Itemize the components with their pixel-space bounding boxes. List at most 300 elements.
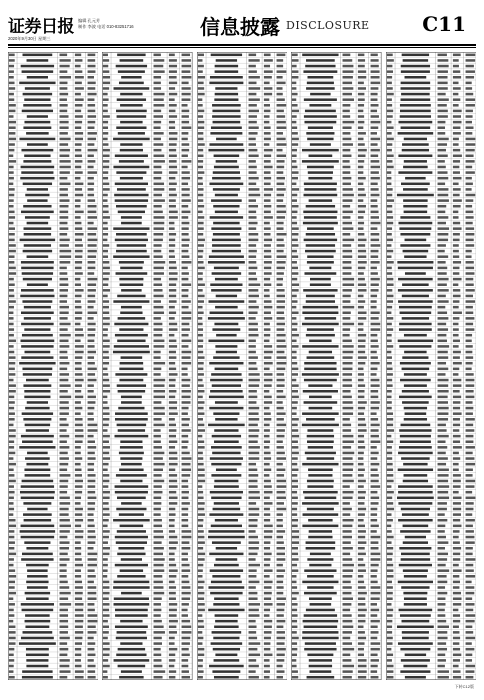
table-row — [8, 568, 98, 572]
table-row — [8, 372, 98, 376]
table-row — [8, 304, 98, 308]
table-row — [386, 164, 476, 168]
table-row — [291, 226, 381, 230]
table-row — [8, 545, 98, 549]
table-row — [197, 405, 287, 409]
table-row — [102, 316, 192, 320]
table-row — [102, 545, 192, 549]
table-row — [386, 663, 476, 667]
table-row — [386, 607, 476, 611]
table-row — [102, 136, 192, 140]
table-row — [102, 411, 192, 415]
table-row — [102, 534, 192, 538]
table-row — [291, 321, 381, 325]
table-row — [8, 203, 98, 207]
table-row — [102, 523, 192, 527]
table-row — [102, 517, 192, 521]
table-grid — [8, 52, 98, 680]
table-row — [386, 170, 476, 174]
table-row — [197, 545, 287, 549]
table-row — [386, 97, 476, 101]
table-row — [197, 147, 287, 151]
table-row — [197, 517, 287, 521]
table-row — [8, 658, 98, 662]
table-row — [8, 142, 98, 146]
table-row — [386, 557, 476, 561]
table-row — [102, 187, 192, 191]
table-row — [8, 663, 98, 667]
table-row — [386, 529, 476, 533]
table-row — [291, 630, 381, 634]
table-row — [197, 607, 287, 611]
table-row — [8, 164, 98, 168]
table-row — [102, 86, 192, 90]
table-row — [102, 624, 192, 628]
table-row — [197, 288, 287, 292]
table-row — [197, 360, 287, 364]
table-row — [291, 164, 381, 168]
table-row — [102, 80, 192, 84]
table-row — [102, 175, 192, 179]
table-row — [386, 86, 476, 90]
table-row — [8, 271, 98, 275]
table-row — [386, 136, 476, 140]
table-row — [197, 344, 287, 348]
table-row — [102, 585, 192, 589]
table-row — [197, 495, 287, 499]
section-title-en: DISCLOSURE — [286, 19, 370, 32]
table-row — [291, 523, 381, 527]
table-row — [386, 198, 476, 202]
table-row — [197, 142, 287, 146]
table-row — [386, 630, 476, 634]
table-row — [291, 293, 381, 297]
table-row — [291, 473, 381, 477]
table-row — [102, 478, 192, 482]
header-rule-thick — [8, 44, 476, 46]
table-row — [386, 332, 476, 336]
table-row — [291, 602, 381, 606]
table-row — [386, 573, 476, 577]
table-row — [197, 293, 287, 297]
table-row — [102, 635, 192, 639]
table-row — [291, 489, 381, 493]
table-row — [197, 237, 287, 241]
table-row — [386, 445, 476, 449]
table-row — [291, 529, 381, 533]
table-row — [8, 131, 98, 135]
table-row — [197, 461, 287, 465]
table-row — [197, 153, 287, 157]
table-row — [291, 74, 381, 78]
table-row — [197, 80, 287, 84]
table-row — [386, 327, 476, 331]
table-row — [291, 445, 381, 449]
table-row — [102, 243, 192, 247]
table-row — [291, 568, 381, 572]
table-row — [386, 416, 476, 420]
table-row — [386, 209, 476, 213]
table-row — [8, 102, 98, 106]
table-row — [291, 271, 381, 275]
table-row — [386, 635, 476, 639]
table-row — [386, 428, 476, 432]
table-row — [102, 170, 192, 174]
table-row — [386, 215, 476, 219]
table-row — [197, 271, 287, 275]
table-row — [197, 416, 287, 420]
table-row — [291, 108, 381, 112]
table-row — [102, 590, 192, 594]
table-row — [8, 534, 98, 538]
table-row — [8, 63, 98, 67]
table-row — [102, 310, 192, 314]
table-row — [102, 557, 192, 561]
table-row — [291, 265, 381, 269]
table-row — [197, 248, 287, 252]
table-row — [102, 327, 192, 331]
table-row — [291, 349, 381, 353]
table-row — [102, 607, 192, 611]
table-row — [197, 170, 287, 174]
table-row — [386, 467, 476, 471]
table-row — [386, 579, 476, 583]
table-row — [386, 181, 476, 185]
table-row — [102, 58, 192, 62]
table-row — [291, 344, 381, 348]
table-row — [197, 411, 287, 415]
table-row — [197, 523, 287, 527]
table-row — [197, 164, 287, 168]
table-row — [291, 573, 381, 577]
table-row — [102, 69, 192, 73]
table-row — [386, 52, 476, 56]
table-row — [197, 602, 287, 606]
table-row — [102, 125, 192, 129]
table-row — [197, 114, 287, 118]
table-row — [291, 58, 381, 62]
table-row — [291, 209, 381, 213]
table-row — [291, 276, 381, 280]
table-row — [197, 276, 287, 280]
table-row — [8, 355, 98, 359]
table-row — [386, 411, 476, 415]
table-row — [8, 573, 98, 577]
table-row — [197, 501, 287, 505]
table-row — [102, 304, 192, 308]
table-row — [291, 237, 381, 241]
table-row — [386, 108, 476, 112]
table-row — [291, 545, 381, 549]
table-row — [291, 125, 381, 129]
table-row — [291, 355, 381, 359]
table-row — [102, 646, 192, 650]
table-row — [386, 187, 476, 191]
table-row — [8, 596, 98, 600]
table-row — [8, 80, 98, 84]
table-row — [8, 377, 98, 381]
table-row — [291, 400, 381, 404]
table-row — [197, 91, 287, 95]
table-row — [102, 164, 192, 168]
table-row — [8, 669, 98, 673]
table-row — [8, 484, 98, 488]
table-row — [197, 332, 287, 336]
table-row — [197, 562, 287, 566]
table-row — [291, 607, 381, 611]
table-row — [386, 243, 476, 247]
table-row — [197, 630, 287, 634]
table-row — [102, 159, 192, 163]
table-row — [197, 624, 287, 628]
table-row — [102, 562, 192, 566]
table-row — [197, 209, 287, 213]
table-row — [102, 288, 192, 292]
table-row — [291, 259, 381, 263]
table-row — [386, 102, 476, 106]
table-row — [102, 192, 192, 196]
table-row — [386, 613, 476, 617]
table-row — [291, 624, 381, 628]
table-row — [8, 674, 98, 678]
table-row — [8, 181, 98, 185]
table-row — [386, 119, 476, 123]
table-row — [386, 534, 476, 538]
table-row — [386, 231, 476, 235]
table-row — [386, 495, 476, 499]
table-row — [386, 142, 476, 146]
table-row — [8, 501, 98, 505]
table-row — [197, 388, 287, 392]
table-row — [102, 282, 192, 286]
table-row — [291, 254, 381, 258]
table-row — [291, 310, 381, 314]
table-row — [8, 517, 98, 521]
table-row — [102, 114, 192, 118]
table-row — [291, 248, 381, 252]
table-row — [197, 69, 287, 73]
table-row — [386, 254, 476, 258]
table-row — [386, 652, 476, 656]
table-row — [291, 590, 381, 594]
table-column-5 — [386, 52, 476, 680]
table-row — [8, 512, 98, 516]
table-column-2 — [102, 52, 192, 680]
table-row — [197, 259, 287, 263]
table-row — [386, 192, 476, 196]
table-row — [386, 226, 476, 230]
table-row — [102, 416, 192, 420]
table-row — [197, 159, 287, 163]
table-row — [291, 231, 381, 235]
table-row — [102, 630, 192, 634]
table-row — [291, 327, 381, 331]
table-row — [8, 187, 98, 191]
table-row — [386, 439, 476, 443]
table-row — [102, 551, 192, 555]
table-row — [386, 658, 476, 662]
table-row — [291, 170, 381, 174]
table-row — [102, 360, 192, 364]
table-row — [102, 355, 192, 359]
table-row — [102, 602, 192, 606]
table-row — [291, 304, 381, 308]
table-row — [197, 254, 287, 258]
table-row — [197, 355, 287, 359]
table-row — [291, 91, 381, 95]
table-row — [102, 254, 192, 258]
table-row — [8, 97, 98, 101]
table-row — [291, 52, 381, 56]
table-row — [291, 613, 381, 617]
table-row — [291, 411, 381, 415]
table-row — [291, 159, 381, 163]
table-row — [102, 641, 192, 645]
table-grid — [291, 52, 381, 680]
table-row — [197, 310, 287, 314]
table-row — [8, 366, 98, 370]
table-row — [386, 321, 476, 325]
table-row — [197, 613, 287, 617]
table-row — [102, 618, 192, 622]
table-row — [8, 646, 98, 650]
table-row — [197, 618, 287, 622]
table-row — [102, 484, 192, 488]
table-row — [386, 641, 476, 645]
table-row — [8, 215, 98, 219]
table-row — [197, 175, 287, 179]
table-row — [8, 226, 98, 230]
table-row — [291, 360, 381, 364]
table-row — [102, 495, 192, 499]
table-row — [386, 450, 476, 454]
table-row — [386, 624, 476, 628]
table-row — [386, 316, 476, 320]
table-row — [291, 428, 381, 432]
table-row — [8, 624, 98, 628]
table-row — [386, 646, 476, 650]
table-row — [386, 147, 476, 151]
table-row — [386, 248, 476, 252]
table-row — [197, 484, 287, 488]
table-row — [102, 568, 192, 572]
table-row — [102, 433, 192, 437]
table-row — [386, 517, 476, 521]
dateline: 2020年9月30日 星期三 — [8, 36, 51, 41]
table-row — [8, 147, 98, 151]
table-row — [386, 80, 476, 84]
table-row — [102, 74, 192, 78]
table-row — [8, 310, 98, 314]
table-row — [197, 473, 287, 477]
table-row — [8, 175, 98, 179]
table-row — [197, 428, 287, 432]
table-row — [8, 136, 98, 140]
table-row — [291, 80, 381, 84]
table-row — [8, 276, 98, 280]
table-row — [291, 282, 381, 286]
table-row — [386, 74, 476, 78]
table-row — [291, 478, 381, 482]
table-row — [102, 540, 192, 544]
table-row — [102, 153, 192, 157]
table-row — [197, 63, 287, 67]
table-row — [102, 405, 192, 409]
table-row — [386, 69, 476, 73]
table-row — [386, 478, 476, 482]
table-row — [291, 377, 381, 381]
table-row — [386, 388, 476, 392]
table-column-4 — [291, 52, 381, 680]
table-row — [386, 669, 476, 673]
table-row — [386, 545, 476, 549]
table-row — [197, 243, 287, 247]
table-row — [291, 97, 381, 101]
disclosure-tables — [8, 52, 476, 680]
table-row — [102, 450, 192, 454]
table-row — [386, 237, 476, 241]
table-row — [386, 512, 476, 516]
table-row — [386, 271, 476, 275]
table-row — [291, 557, 381, 561]
table-row — [197, 585, 287, 589]
table-row — [386, 585, 476, 589]
table-row — [386, 220, 476, 224]
table-row — [197, 450, 287, 454]
table-row — [102, 52, 192, 56]
table-row — [102, 220, 192, 224]
table-row — [8, 411, 98, 415]
table-row — [386, 590, 476, 594]
table-row — [386, 293, 476, 297]
table-row — [8, 590, 98, 594]
table-row — [386, 299, 476, 303]
table-row — [291, 416, 381, 420]
table-row — [197, 674, 287, 678]
table-row — [8, 489, 98, 493]
table-row — [197, 512, 287, 516]
table-row — [8, 91, 98, 95]
table-row — [386, 461, 476, 465]
table-row — [291, 388, 381, 392]
table-row — [386, 259, 476, 263]
table-row — [102, 489, 192, 493]
editor-line-2: 制作 李波 电话 010-83251716 — [78, 24, 134, 29]
table-row — [386, 288, 476, 292]
editor-line-1: 编辑 孔元芳 — [78, 18, 101, 23]
table-row — [291, 674, 381, 678]
table-row — [102, 596, 192, 600]
table-row — [102, 215, 192, 219]
table-row — [197, 131, 287, 135]
table-row — [291, 142, 381, 146]
table-row — [197, 540, 287, 544]
table-row — [291, 220, 381, 224]
table-row — [8, 422, 98, 426]
table-row — [102, 456, 192, 460]
table-row — [197, 299, 287, 303]
table-row — [8, 248, 98, 252]
table-row — [8, 360, 98, 364]
table-row — [386, 433, 476, 437]
newspaper-logo: 证券日报 — [8, 17, 74, 37]
table-row — [102, 512, 192, 516]
table-row — [8, 327, 98, 331]
table-row — [386, 125, 476, 129]
table-row — [8, 506, 98, 510]
table-row — [102, 131, 192, 135]
table-row — [386, 338, 476, 342]
